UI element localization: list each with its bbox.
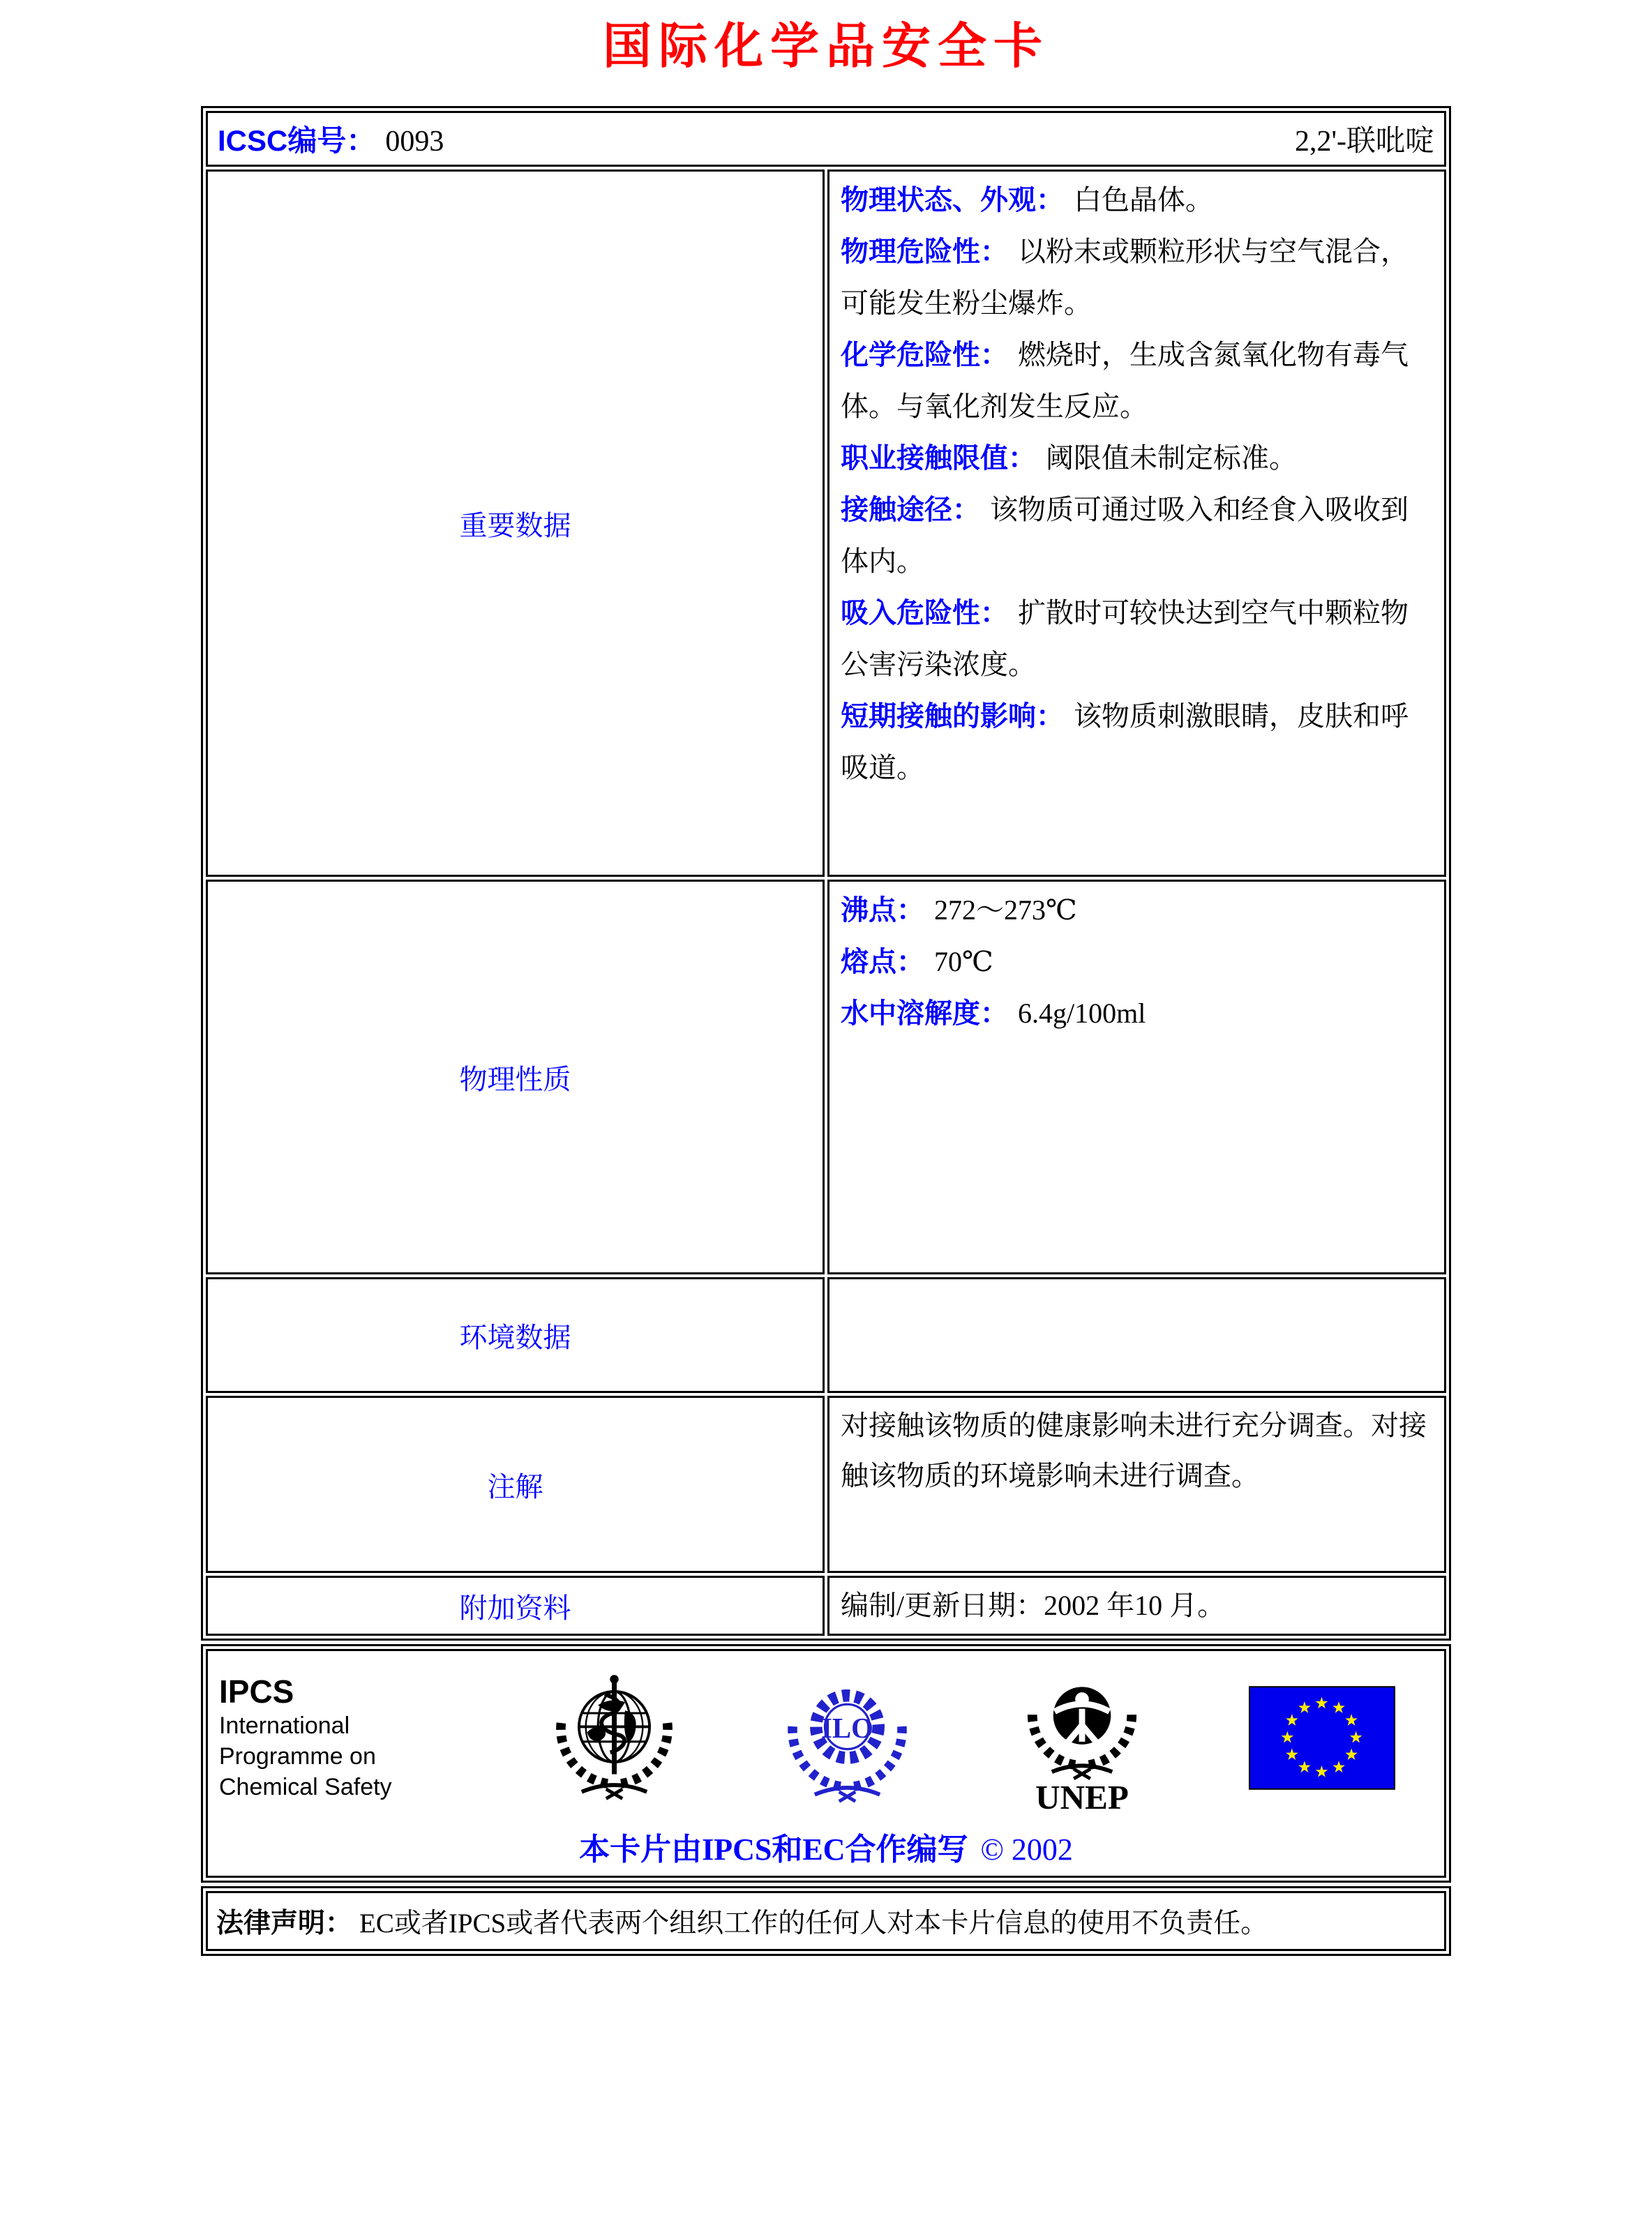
ipcs-line: Programme on xyxy=(219,1743,376,1770)
card-header-row xyxy=(206,111,1446,167)
item-text: 燃烧时，生成含氮氧化物有毒气体。与氧化剂发生反应。 xyxy=(841,339,1409,422)
page-title: 国际化学品安全卡 xyxy=(603,19,1049,73)
section-label-additional: 附加资料 xyxy=(206,1576,825,1636)
physical-item xyxy=(841,988,1433,1039)
important-item xyxy=(841,432,1433,484)
icsc-number-group xyxy=(218,118,444,160)
item-label: 沸点： xyxy=(841,895,924,926)
unep-logo-icon xyxy=(1012,1661,1152,1814)
item-text: 该物质可通过吸入和经食入吸收到体内。 xyxy=(841,494,1409,577)
section-label-physical: 物理性质 xyxy=(206,880,825,1274)
footer-caption-year: © 2002 xyxy=(980,1832,1073,1867)
unep-logo-text: UNEP xyxy=(1035,1778,1129,1814)
item-label: 吸入危险性： xyxy=(841,598,1008,628)
physical-item xyxy=(841,884,1433,936)
important-item xyxy=(841,174,1433,226)
ipcs-line: International xyxy=(219,1712,350,1739)
important-item xyxy=(841,329,1433,432)
item-text: 阈限值未制定标准。 xyxy=(1046,442,1297,474)
important-item xyxy=(841,226,1433,329)
item-text: 70℃ xyxy=(934,946,993,977)
environment-data-row xyxy=(206,1277,1446,1393)
notes-row xyxy=(206,1396,1446,1573)
section-label-environment: 环境数据 xyxy=(206,1277,825,1393)
logos-cell xyxy=(206,1649,1446,1878)
eu-flag-icon xyxy=(1249,1686,1395,1790)
physical-properties-row xyxy=(206,880,1446,1274)
ipcs-line: Chemical Safety xyxy=(219,1774,392,1800)
ilo-logo-icon xyxy=(779,1664,915,1811)
item-text: 以粉末或颗粒形状与空气混合，可能发生粉尘爆炸。 xyxy=(841,236,1409,319)
section-content-additional: 编制/更新日期：2002 年10 月。 xyxy=(827,1576,1446,1636)
logos-box xyxy=(201,1644,1451,1883)
footer-caption xyxy=(215,1824,1437,1869)
legal-cell xyxy=(206,1891,1446,1951)
section-content-physical xyxy=(827,880,1446,1274)
section-label-notes: 注解 xyxy=(206,1396,825,1573)
footer-caption-text: 本卡片由IPCS和EC合作编写 xyxy=(579,1832,968,1867)
important-data-row xyxy=(206,170,1446,877)
item-label: 物理危险性： xyxy=(841,236,1008,267)
logos-row xyxy=(206,1649,1446,1878)
chemical-name: 2,2'-联吡啶 xyxy=(1294,126,1434,158)
item-label: 职业接触限值： xyxy=(841,443,1036,474)
icsc-card-table xyxy=(201,106,1451,1641)
section-label-important: 重要数据 xyxy=(206,170,825,877)
legal-row xyxy=(206,1891,1446,1951)
item-label: 化学危险性： xyxy=(841,340,1008,370)
important-item xyxy=(841,691,1433,794)
legal-label: 法律声明： xyxy=(216,1908,353,1938)
who-logo-icon xyxy=(546,1664,682,1811)
important-item xyxy=(841,587,1433,691)
item-text: 272～273℃ xyxy=(934,894,1077,926)
item-label: 短期接触的影响： xyxy=(841,701,1064,732)
legal-box xyxy=(201,1886,1451,1956)
section-content-environment xyxy=(827,1277,1446,1393)
section-content-notes: 对接触该物质的健康影响未进行充分调查。对接触该物质的环境影响未进行调查。 xyxy=(827,1396,1446,1573)
item-label: 接触途径： xyxy=(841,495,980,525)
item-text: 扩散时可较快达到空气中颗粒物公害污染浓度。 xyxy=(841,597,1409,680)
ipcs-text-block xyxy=(219,1673,449,1802)
icsc-number-label: ICSC编号： xyxy=(218,124,376,157)
item-text: 该物质刺激眼睛，皮肤和呼吸道。 xyxy=(841,700,1409,783)
item-label: 物理状态、外观： xyxy=(841,185,1064,216)
ilo-logo-text: ILO xyxy=(821,1712,873,1744)
important-item xyxy=(841,484,1433,587)
item-label: 水中溶解度： xyxy=(841,998,1008,1029)
legal-text: EC或者IPCS或者代表两个组织工作的任何人对本卡片信息的使用不负责任。 xyxy=(359,1908,1268,1938)
icsc-number-value: 0093 xyxy=(385,126,444,158)
card-header-cell xyxy=(206,111,1446,167)
item-text: 白色晶体。 xyxy=(1074,184,1213,216)
additional-info-row xyxy=(206,1576,1446,1636)
item-label: 熔点： xyxy=(841,947,924,977)
ipcs-acronym: IPCS xyxy=(219,1673,294,1710)
item-text: 6.4g/100ml xyxy=(1018,997,1146,1029)
physical-item xyxy=(841,936,1433,988)
section-content-important xyxy=(827,170,1446,877)
